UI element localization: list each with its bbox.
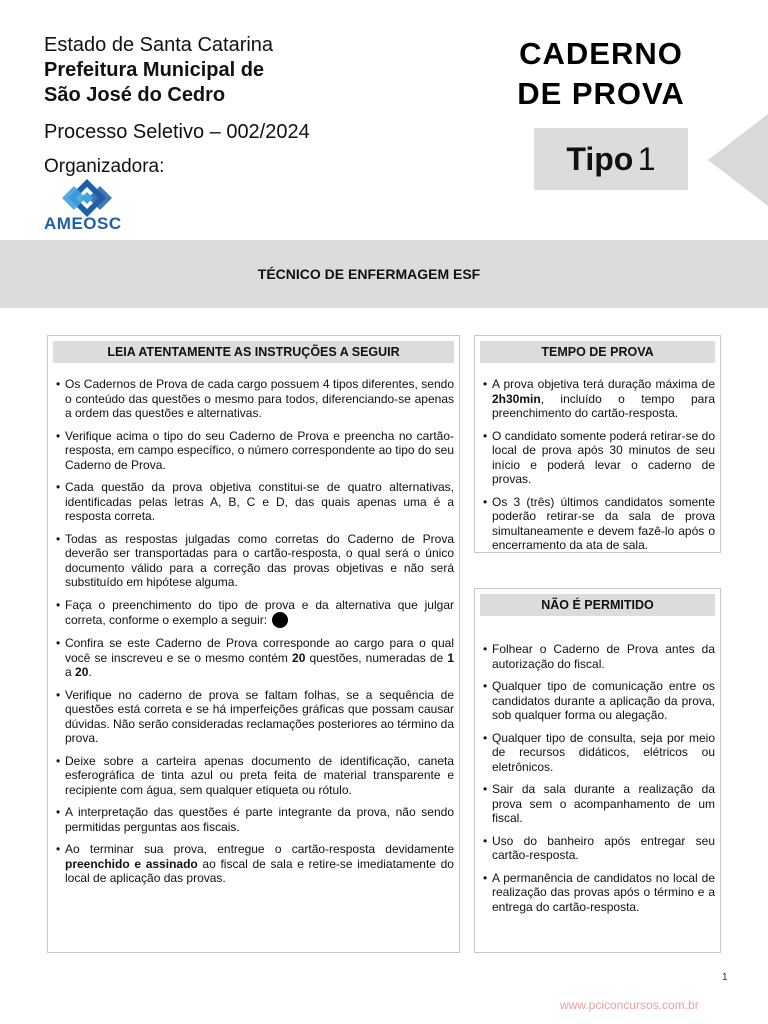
tempo-text-after: , incluído o tempo para preenchimento do cartão-resposta. xyxy=(492,391,715,420)
tempo-text-bold1: 2h30min xyxy=(492,391,541,406)
state-name: Estado de Santa Catarina xyxy=(44,34,274,56)
bullet-icon: • xyxy=(56,842,61,856)
bullet-icon: • xyxy=(483,730,488,745)
instrucao-text-mid: questões, numeradas de xyxy=(305,650,448,665)
bullet-icon: • xyxy=(483,642,488,656)
logo-text: AMEOSC xyxy=(44,214,122,233)
instrucoes-box xyxy=(47,335,460,953)
nao-permitido-text-before: Sair da sala durante a realização da prova sem o acompanhamento de um fiscal. xyxy=(492,782,715,825)
instrucao-item xyxy=(56,377,454,421)
instrucao-text-before: A interpretação das questões é parte integrante da prova, não sendo permitidas perguntas aos fiscais. xyxy=(65,805,454,834)
organizadora-label: Organizadora: xyxy=(44,156,165,177)
instrucao-text-before: Cada questão da prova objetiva constitui-se de quatro alternativas, identificadas pelas letras A, B, C e D, das quais apenas uma é a resposta correta. xyxy=(65,480,454,523)
instrucao-text-after: . xyxy=(88,665,92,679)
bullet-icon: • xyxy=(56,636,61,650)
instrucao-text-bold1: preenchido e assinado xyxy=(65,856,198,871)
instrucao-item xyxy=(56,754,454,798)
instrucao-text-before: Ao terminar sua prova, entregue o cartão-resposta devidamente xyxy=(65,842,454,856)
nao-permitido-text-before: Uso do banheiro após entregar seu cartão-resposta. xyxy=(492,833,715,862)
tempo-text-before: O candidato somente poderá retirar-se do local de prova após 30 minutos de seu início e poderá levar o caderno de provas. xyxy=(492,428,715,486)
nao-permitido-item xyxy=(483,642,715,671)
instrucao-text-bold3: 20 xyxy=(75,665,89,679)
instrucao-text-bold2: 1 xyxy=(447,650,454,665)
bullet-icon: • xyxy=(483,494,488,509)
nao-permitido-text-before: Qualquer tipo de comunicação entre os candidatos durante a aplicação da prova, sob qualquer forma ou alegação. xyxy=(492,679,715,722)
processo-seletivo: Processo Seletivo – 002/2024 xyxy=(44,121,310,143)
page-number: 1 xyxy=(722,972,728,983)
tempo-title: TEMPO DE PROVA xyxy=(480,341,715,363)
instrucao-item xyxy=(56,842,454,886)
instrucao-item xyxy=(56,688,454,746)
bullet-icon: • xyxy=(483,377,488,391)
tempo-item xyxy=(483,377,715,421)
instrucao-text-before: Deixe sobre a carteira apenas documento de identificação, caneta esferográfica de tinta azul ou preta feita de material transparente e recipiente com água, sem qualquer etiqueta ou rótulo. xyxy=(65,753,454,797)
tempo-item xyxy=(483,495,715,553)
ameosc-logo-icon xyxy=(44,178,130,218)
instrucao-text-before: Os Cadernos de Prova de cada cargo possuem 4 tipos diferentes, sendo o conteúdo das questões o mesmo para todos, diferenciando-se apenas a ordem das questões e alternativas. xyxy=(65,377,454,420)
tipo-number: 1 xyxy=(637,141,656,177)
tipo-box xyxy=(534,128,688,190)
tempo-list xyxy=(475,363,720,553)
instrucao-item xyxy=(56,805,454,834)
instrucao-text-mid2: a xyxy=(65,665,76,679)
caderno-line-2: DE PROVA xyxy=(517,76,685,111)
bullet-icon: • xyxy=(56,805,61,819)
bullet-icon: • xyxy=(483,428,488,443)
nao-permitido-box xyxy=(474,588,721,953)
instrucao-item xyxy=(56,598,454,629)
bullet-icon: • xyxy=(483,833,488,848)
prefeitura-line-1: Prefeitura Municipal de xyxy=(44,59,265,81)
tempo-text-before: A prova objetiva terá duração máxima de xyxy=(492,377,715,391)
ameosc-logo xyxy=(44,178,130,234)
instrucao-text-before: Verifique no caderno de prova se faltam folhas, se a sequência de questões está correta e se há imperfeições gráficas que possam causar dúvidas. Não serão consideradas reclamações posteriores ao término da prova. xyxy=(65,687,454,745)
instrucao-item xyxy=(56,480,454,524)
header-left xyxy=(44,33,384,145)
tempo-text-before: Os 3 (três) últimos candidatos somente poderão retirar-se da sala de prova simultaneamente e devem fazê-lo após o encerramento da ata de sala. xyxy=(492,494,715,552)
nao-permitido-item xyxy=(483,871,715,915)
instrucao-text-before: Confira se este Caderno de Prova corresponde ao cargo para o qual você se inscreveu e se o mesmo contém xyxy=(65,636,454,665)
instrucao-text-before: Todas as respostas julgadas como corretas do Caderno de Prova deverão ser transportadas para o cartão-resposta, o qual será o único documento válido para a correção das provas objetivas e não será substituído em hipótese alguma. xyxy=(65,531,454,589)
bullet-icon: • xyxy=(483,870,488,885)
bullet-icon: • xyxy=(56,377,61,391)
instrucao-item xyxy=(56,429,454,473)
bullet-icon: • xyxy=(56,687,61,702)
tipo-label: Tipo xyxy=(566,141,634,177)
instrucao-text-after: ao fiscal de sala e retire-se imediatamente do local de aplicação das provas. xyxy=(65,856,454,885)
instrucao-text-bold1: 20 xyxy=(292,650,306,665)
bullet-icon: • xyxy=(56,597,61,612)
prefeitura-line-2: São José do Cedro xyxy=(44,84,226,106)
tipo-triangle-decoration xyxy=(708,114,768,206)
instrucoes-title: LEIA ATENTAMENTE AS INSTRUÇÕES A SEGUIR xyxy=(53,341,454,363)
bullet-icon: • xyxy=(56,428,61,443)
nao-permitido-text-before: Folhear o Caderno de Prova antes da autorização do fiscal. xyxy=(492,642,715,671)
bullet-icon: • xyxy=(483,679,488,693)
instrucao-item xyxy=(56,532,454,590)
caderno-line-1: CADERNO xyxy=(519,36,683,71)
nao-permitido-text-before: A permanência de candidatos no local de realização das provas após o término e a entrega do cartão-resposta. xyxy=(492,870,715,914)
nao-permitido-title: NÃO É PERMITIDO xyxy=(480,594,715,616)
caderno-title xyxy=(496,34,706,114)
footer-url: www.pciconcursos.com.br xyxy=(560,998,699,1012)
nao-permitido-item xyxy=(483,679,715,723)
nao-permitido-item xyxy=(483,834,715,863)
nao-permitido-item xyxy=(483,782,715,826)
nao-permitido-list xyxy=(475,616,720,914)
nao-permitido-item xyxy=(483,731,715,775)
bullet-icon: • xyxy=(56,753,61,768)
instrucao-text-before: Faça o preenchimento do tipo de prova e da alternativa que julgar correta, conforme o exemplo a seguir: xyxy=(65,597,454,627)
instrucao-item xyxy=(56,636,454,680)
tempo-box xyxy=(474,335,721,553)
bullet-icon: • xyxy=(56,480,61,494)
instrucoes-list xyxy=(48,363,459,886)
filled-bubble-example-icon xyxy=(272,612,288,628)
nao-permitido-text-before: Qualquer tipo de consulta, seja por meio de recursos didáticos, elétricos ou eletrônicos. xyxy=(492,730,715,774)
instrucao-text-before: Verifique acima o tipo do seu Caderno de Prova e preencha no cartão-resposta, em campo específico, o número correspondente ao tipo do seu Caderno de Prova. xyxy=(65,428,454,472)
tempo-item xyxy=(483,429,715,487)
bullet-icon: • xyxy=(56,531,61,546)
bullet-icon: • xyxy=(483,782,488,796)
cargo-title: TÉCNICO DE ENFERMAGEM ESF xyxy=(257,266,481,282)
